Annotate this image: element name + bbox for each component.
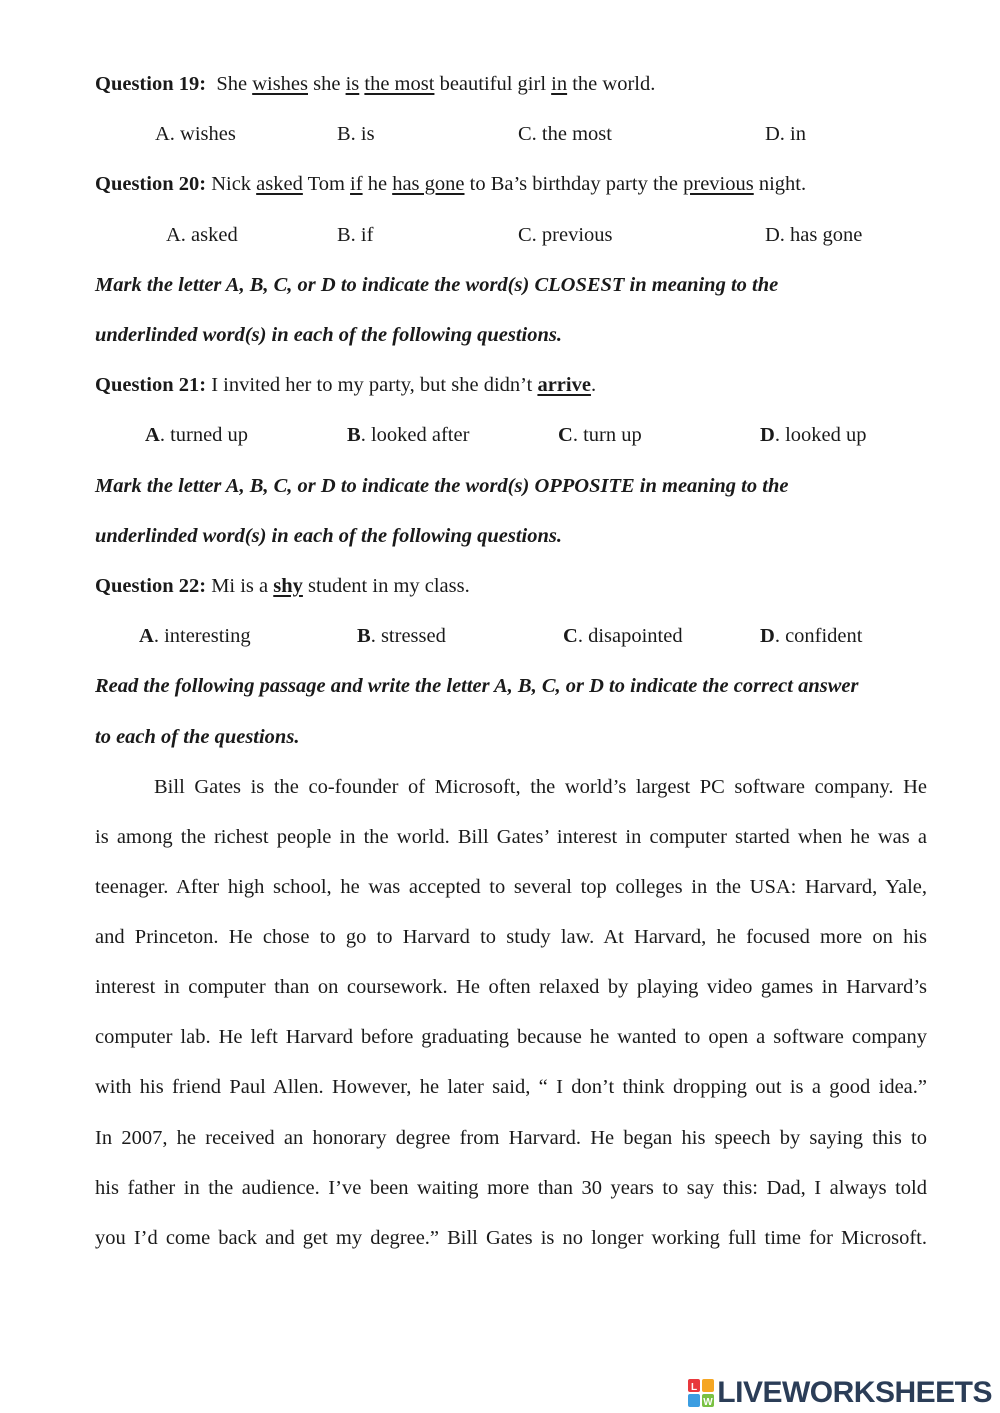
question-21: Question 21: I invited her to my party, but she didn’t arrive. (95, 374, 597, 396)
svg-text:L: L (691, 1382, 698, 1393)
option-d: D. in (765, 123, 806, 145)
question-22: Question 22: Mi is a shy student in my class. (95, 575, 470, 597)
key-word: shy (273, 575, 303, 597)
option-d: D. confident (760, 625, 863, 647)
passage-line: Bill Gates is the co-founder of Microsoft, the world’s largest PC software company. He (154, 776, 927, 798)
svg-text:W: W (703, 1397, 714, 1407)
option-a: A. turned up (145, 424, 249, 446)
question-label: Question 21: (95, 374, 207, 396)
underlined-word: previous (683, 173, 754, 195)
option-b: B. is (337, 123, 375, 145)
option-b: B. if (337, 224, 374, 246)
passage-line: his father in the audience. I’ve been waiting more than 30 years to say this: Dad, I always told (95, 1177, 927, 1199)
underlined-word: in (551, 73, 568, 95)
passage-line: you I’d come back and get my degree.” Bill Gates is no longer working full time for Microsoft. (95, 1227, 927, 1249)
question-label: Question 20: (95, 173, 207, 195)
option-a: A. interesting (139, 625, 251, 647)
underlined-word: if (350, 173, 363, 195)
question-19: Question 19: She wishes she is the most beautiful girl in the world. (95, 73, 656, 95)
instruction-closest-line2: underlinded word(s) in each of the following questions. (95, 324, 563, 346)
instruction-reading-line2: to each of the questions. (95, 726, 300, 748)
question-20: Question 20: Nick asked Tom if he has gone to Ba’s birthday party the previous night. (95, 173, 807, 195)
passage-line: interest in computer than on coursework. He often relaxed by playing video games in Harvard’s (95, 976, 927, 998)
passage-line: and Princeton. He chose to go to Harvard to study law. At Harvard, he focused more on his (95, 926, 927, 948)
underlined-word: the most (364, 73, 435, 95)
underlined-word: has gone (392, 173, 465, 195)
option-d: D. looked up (760, 424, 867, 446)
option-d: D. has gone (765, 224, 863, 246)
instruction-reading-line1: Read the following passage and write the letter A, B, C, or D to indicate the correct answer (95, 675, 859, 697)
passage-line: computer lab. He left Harvard before graduating because he wanted to open a software company (95, 1026, 927, 1048)
liveworksheets-icon (688, 1379, 714, 1407)
underlined-word: wishes (252, 73, 308, 95)
instruction-opposite-line1: Mark the letter A, B, C, or D to indicate the word(s) OPPOSITE in meaning to the (95, 475, 789, 497)
instruction-opposite-line2: underlinded word(s) in each of the following questions. (95, 525, 563, 547)
option-c: C. turn up (558, 424, 642, 446)
option-b: B. looked after (347, 424, 470, 446)
passage-line: In 2007, he received an honorary degree from Harvard. He began his speech by saying this to (95, 1127, 927, 1149)
key-word: arrive (537, 374, 591, 396)
option-a: A. wishes (155, 123, 236, 145)
passage-line: is among the richest people in the world. Bill Gates’ interest in computer started when he was a (95, 826, 927, 848)
underlined-word: is (345, 73, 360, 95)
option-a: A. asked (166, 224, 238, 246)
logo-text: LIVEWORKSHEETS (717, 1376, 992, 1409)
question-label: Question 22: (95, 575, 207, 597)
option-c: C. previous (518, 224, 613, 246)
liveworksheets-logo (688, 1376, 992, 1410)
underlined-word: asked (256, 173, 303, 195)
passage-line: with his friend Paul Allen. However, he later said, “ I don’t think dropping out is a good idea.” (95, 1076, 927, 1098)
option-c: C. the most (518, 123, 612, 145)
passage-line: teenager. After high school, he was accepted to several top colleges in the USA: Harvard, Yale, (95, 876, 927, 898)
option-c: C. disapointed (563, 625, 683, 647)
option-b: B. stressed (357, 625, 446, 647)
instruction-closest-line1: Mark the letter A, B, C, or D to indicate the word(s) CLOSEST in meaning to the (95, 274, 779, 296)
question-label: Question 19: (95, 73, 207, 95)
